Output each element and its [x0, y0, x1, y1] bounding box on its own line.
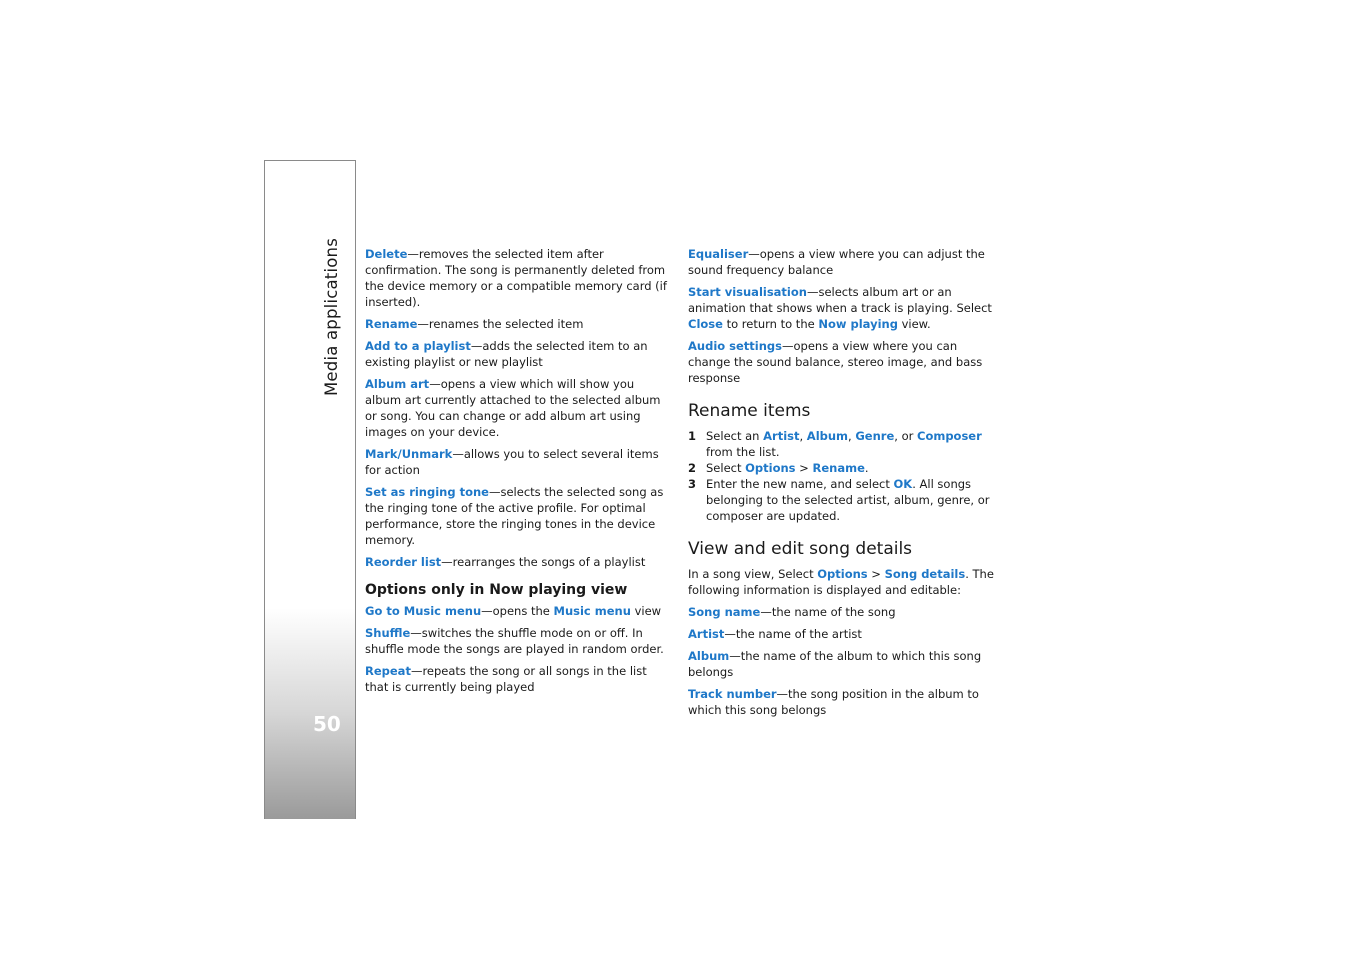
heading-now-playing-options: Options only in Now playing view [365, 582, 628, 598]
section-label: Media applications [322, 237, 341, 396]
term-add-to-playlist: Add to a playlist [365, 339, 471, 353]
term-options-details: Options [817, 567, 868, 581]
term-options: Options [745, 461, 796, 475]
term-audio-settings: Audio settings [688, 339, 783, 353]
option-go-to-music-menu: Go to Music menu—opens the Music menu view [365, 604, 662, 618]
term-go-to-music-menu: Go to Music menu [365, 604, 482, 618]
term-start-visualisation: Start visualisation [688, 285, 807, 299]
term-song-details: Song details [884, 567, 966, 581]
field-album: Album—the name of the album to which this song belongs [688, 649, 982, 679]
option-equaliser: Equaliser—opens a view where you can adjust the sound frequency balance [688, 247, 985, 277]
term-repeat: Repeat [365, 664, 411, 678]
term-genre: Genre [855, 429, 895, 443]
term-album: Album [806, 429, 849, 443]
step-2: 2 Select Options > Rename. [688, 461, 869, 475]
option-audio-settings: Audio settings—opens a view where you can change the sound balance, stereo image, and bass response [688, 339, 983, 385]
option-reorder-list: Reorder list—rearranges the songs of a playlist [365, 555, 646, 569]
term-reorder-list: Reorder list [365, 555, 442, 569]
chapter-sidebar [264, 160, 356, 819]
option-start-visualisation: Start visualisation—selects album art or an animation that shows when a track is playing. Select Close to return to the Now playing view. [688, 285, 992, 331]
option-rename: Rename—renames the selected item [365, 317, 584, 331]
field-song-name: Song name—the name of the song [688, 605, 896, 619]
term-rename: Rename [365, 317, 418, 331]
term-music-menu: Music menu [553, 604, 631, 618]
term-track-number: Track number [688, 687, 777, 701]
term-field-album: Album [688, 649, 730, 663]
term-set-ringing-tone: Set as ringing tone [365, 485, 489, 499]
term-close: Close [688, 317, 723, 331]
option-album-art: Album art—opens a view which will show you album art currently attached to the selected album or song. You can change or add album art using images on your device. [365, 377, 661, 439]
step-3: 3 Enter the new name, and select OK. All songs belonging to the selected artist, album, genre, or composer are updated. [688, 477, 990, 523]
song-details-intro: In a song view, Select Options > Song details. The following information is displayed and editable: [688, 567, 994, 597]
option-mark-unmark: Mark/Unmark—allows you to select several items for action [365, 447, 659, 477]
term-field-artist: Artist [688, 627, 725, 641]
term-now-playing: Now playing [818, 317, 898, 331]
term-shuffle: Shuffle [365, 626, 411, 640]
option-shuffle: Shuffle—switches the shuffle mode on or off. In shuffle mode the songs are played in random order. [365, 626, 664, 656]
term-rename-step: Rename [812, 461, 865, 475]
left-column [365, 246, 671, 701]
option-repeat: Repeat—repeats the song or all songs in the list that is currently being played [365, 664, 647, 694]
field-artist: Artist—the name of the artist [688, 627, 862, 641]
heading-view-edit-song-details: View and edit song details [688, 539, 913, 559]
field-track-number: Track number—the song position in the album to which this song belongs [688, 687, 979, 717]
step-1: 1 Select an Artist, Album, Genre, or Composer from the list. [688, 429, 982, 459]
term-delete: Delete [365, 247, 408, 261]
page-number: 50 [313, 712, 341, 736]
term-song-name: Song name [688, 605, 761, 619]
term-composer: Composer [917, 429, 982, 443]
option-delete: Delete—removes the selected item after confirmation. The song is permanently deleted from the device memory or a compatible memory card (if inserted). [365, 247, 667, 309]
right-column [688, 246, 1000, 724]
term-album-art: Album art [365, 377, 430, 391]
heading-rename-items: Rename items [688, 401, 811, 421]
option-add-to-playlist: Add to a playlist—adds the selected item to an existing playlist or new playlist [365, 339, 648, 369]
term-mark-unmark: Mark/Unmark [365, 447, 453, 461]
option-set-ringing-tone: Set as ringing tone—selects the selected song as the ringing tone of the active profile. For optimal performance, store the ringing tones in the device memory. [365, 485, 664, 547]
term-equaliser: Equaliser [688, 247, 749, 261]
rename-steps [688, 428, 1000, 524]
term-artist: Artist [763, 429, 800, 443]
term-ok: OK [893, 477, 913, 491]
